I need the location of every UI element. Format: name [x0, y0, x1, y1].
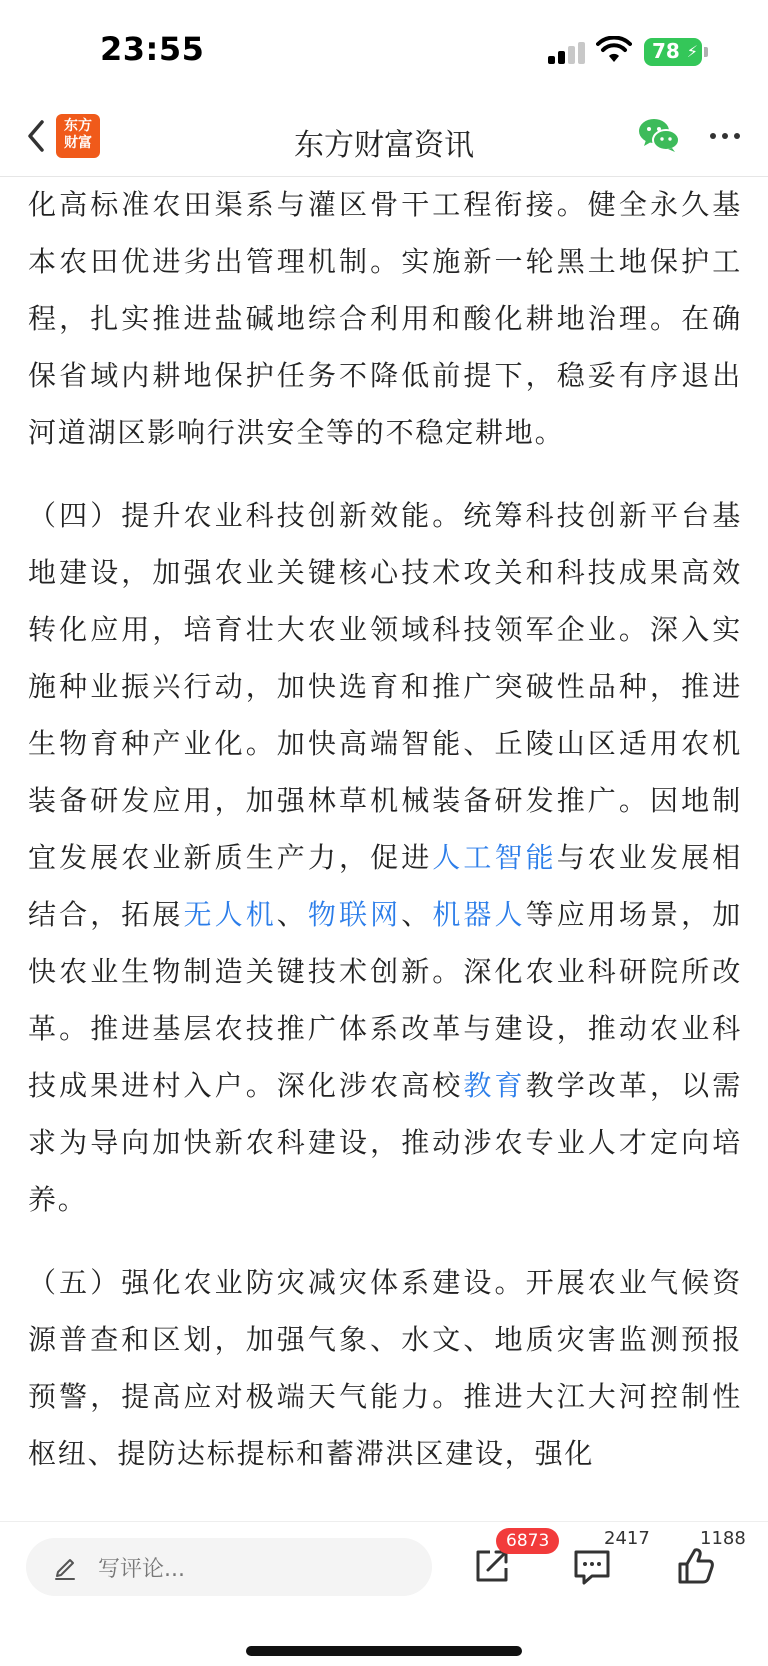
paragraph-text: （四）提升农业科技创新效能。统筹科技创新平台基地建设，加强农业关键核心技术攻关和科技成果高效转化应用，培育壮大农业领域科技领军企业。深入实施种业振兴行动，加快选育和推广突破性品种，推进生物育种产业化。加快高端智能、丘陵山区适用农机装备研发应用，加强林草机械装备研发推广。因地制宜发展农业新质生产力，促进 — [28, 499, 742, 874]
link-ai[interactable]: 人工智能 — [432, 841, 557, 874]
status-bar — [0, 0, 768, 100]
paragraph-text: 、 — [401, 898, 433, 931]
home-indicator — [246, 1646, 522, 1656]
paragraph-text: 等应用场景，加快农业生物制造关键技术创新。深化农业科研院所改革。推进基层农技推广体系改革与建设，推动农业科技成果进村入户。深化涉农高校 — [28, 898, 742, 1102]
more-icon[interactable] — [708, 124, 742, 148]
logo-line-1: 东方 — [64, 118, 92, 134]
page-title: 东方财富资讯 — [294, 128, 474, 163]
battery-level: 78 — [652, 39, 680, 63]
signal-icon — [548, 42, 588, 64]
share-count-badge: 6873 — [496, 1528, 559, 1554]
pencil-icon — [50, 1552, 80, 1582]
paragraph-text: 教学改革，以需求为导向加快新农科建设，推动涉农专业人才定向培养。 — [28, 1069, 742, 1216]
article-body — [28, 176, 742, 1521]
like-count: 1188 — [700, 1528, 746, 1549]
paragraph-1: 化高标准农田渠系与灌区骨干工程衔接。健全永久基本农田优进劣出管理机制。实施新一轮黑土地保护工程，扎实推进盐碱地综合利用和酸化耕地治理。在确保省域内耕地保护任务不降低前提下，稳妥有序退出河道湖区影响行洪安全等的不稳定耕地。 — [28, 188, 742, 449]
comment-count: 2417 — [604, 1528, 650, 1549]
wifi-icon — [596, 36, 632, 64]
link-education[interactable]: 教育 — [463, 1069, 526, 1102]
paragraph-3: （五）强化农业防灾减灾体系建设。开展农业气候资源普查和区划，加强气象、水文、地质灾害监测预报预警，提高应对极端天气能力。推进大江大河控制性枢纽、提防达标提标和蓄滞洪区建设，强化 — [28, 1266, 742, 1470]
link-robot[interactable]: 机器人 — [432, 898, 526, 931]
charging-bolt-icon: ⚡ — [686, 42, 698, 61]
chevron-left-icon[interactable] — [22, 116, 52, 156]
brand-logo[interactable] — [56, 114, 100, 158]
battery-nub — [704, 47, 708, 57]
comment-input[interactable] — [26, 1538, 432, 1596]
link-iot[interactable]: 物联网 — [307, 898, 402, 931]
wechat-icon[interactable] — [638, 116, 680, 154]
nav-bar — [0, 100, 768, 177]
bottom-action-bar — [0, 1521, 768, 1666]
logo-line-2: 财富 — [64, 135, 92, 151]
link-drone[interactable]: 无人机 — [183, 898, 277, 931]
paragraph-2 — [28, 487, 742, 1228]
battery-icon — [644, 38, 702, 66]
paragraph-text: 与农业发展相结合，拓展 — [28, 841, 742, 931]
comment-placeholder: 写评论... — [98, 1557, 185, 1582]
status-time: 23:55 — [100, 30, 205, 68]
paragraph-text: 、 — [276, 898, 308, 931]
